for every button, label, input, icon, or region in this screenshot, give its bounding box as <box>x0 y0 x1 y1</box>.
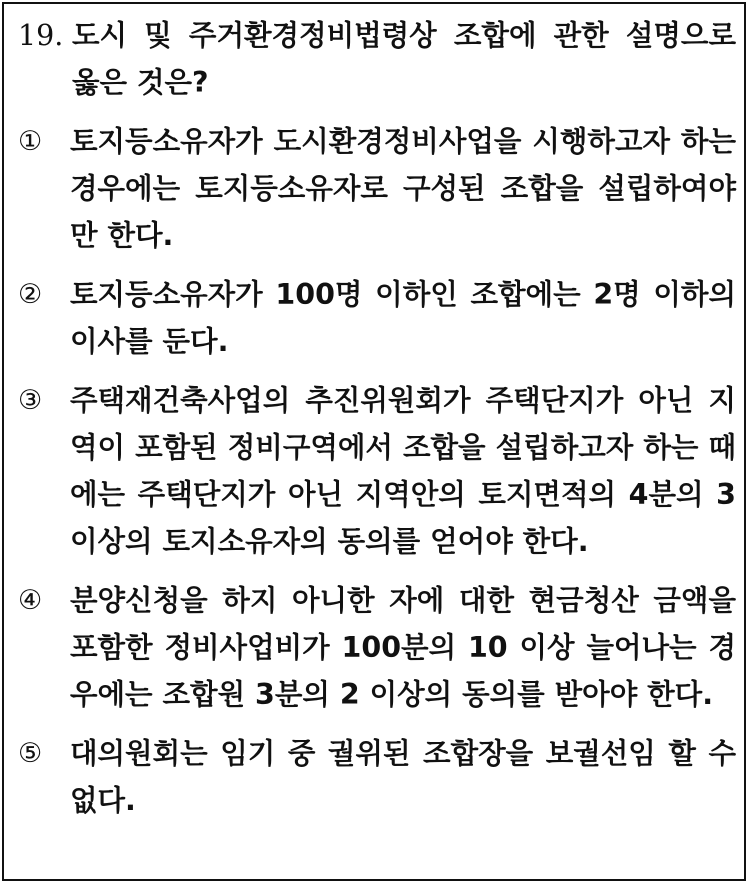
question-text: 도시 및 주거환경정비법령상 조합에 관한 설명으로 옳은 것은? <box>72 19 736 99</box>
option-1[interactable] <box>18 118 736 259</box>
option-text: 대의원회는 임기 중 궐위된 조합장을 보궐선임 할 수 없다. <box>70 737 736 817</box>
option-2[interactable] <box>18 271 736 365</box>
option-3[interactable] <box>18 377 736 565</box>
option-5[interactable] <box>18 730 736 824</box>
question-number: 19. <box>18 19 64 52</box>
option-text: 토지등소유자가 도시환경정비사업을 시행하고자 하는 경우에는 토지등소유자로 구성된 조합을 설립하여야만 한다. <box>70 125 736 252</box>
option-text: 토지등소유자가 100명 이하인 조합에는 2명 이하의 이사를 둔다. <box>70 278 736 358</box>
question-frame <box>2 2 746 881</box>
question-stem <box>18 12 736 106</box>
question-content <box>18 12 736 836</box>
option-4[interactable] <box>18 577 736 718</box>
option-marker: ④ <box>18 585 43 616</box>
option-text: 주택재건축사업의 추진위원회가 주택단지가 아닌 지역이 포함된 정비구역에서 조합을 설립하고자 하는 때에는 주택단지가 아닌 지역안의 토지면적의 4분의 3 이상의 토지소유자의 동의를 얻어야 한다. <box>70 384 736 558</box>
option-marker: ⑤ <box>18 738 43 769</box>
option-marker: ① <box>18 126 43 157</box>
option-text: 분양신청을 하지 아니한 자에 대한 현금청산 금액을 포함한 정비사업비가 100분의 10 이상 늘어나는 경우에는 조합원 3분의 2 이상의 동의를 받아야 한다. <box>70 584 736 711</box>
option-marker: ③ <box>18 385 43 416</box>
option-marker: ② <box>18 279 43 310</box>
